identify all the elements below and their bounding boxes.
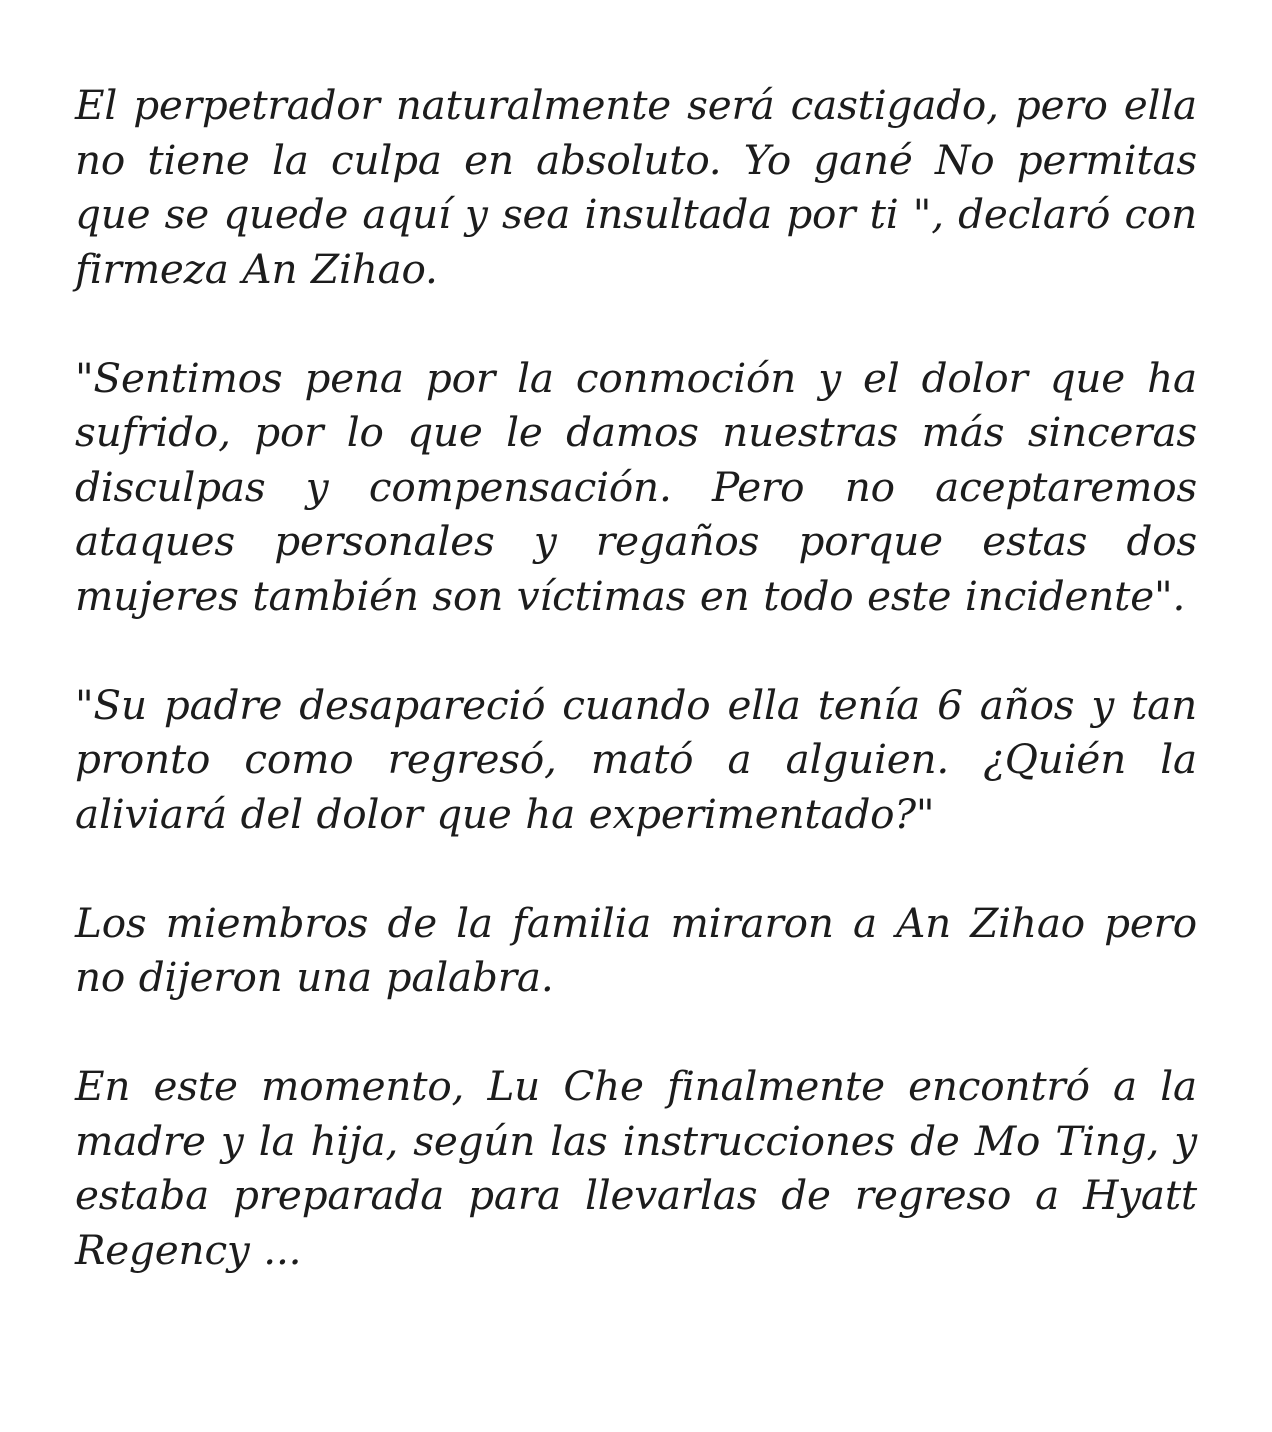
paragraph-4: Los miembros de la familia miraron a An Zihao pero no dijeron una palabra. (75, 898, 1197, 1001)
paragraph-3: "Su padre desapareció cuando ella tenía 6 años y tan pronto como regresó, mató a alguien. ¿Quién la aliviará del dolor que ha experimentado?" (75, 680, 1197, 838)
paragraph-5: En este momento, Lu Che finalmente encontró a la madre y la hija, según las instrucciones de Mo Ting, y estaba preparada para llevarlas de regreso a Hyatt Regency ... (75, 1062, 1197, 1274)
document-page (75, 78, 1197, 1277)
paragraph-2: "Sentimos pena por la conmoción y el dolor que ha sufrido, por lo que le damos nuestras más sinceras disculpas y compensación. Pero no aceptaremos ataques personales y regaños porque estas dos mujeres también son víctimas en todo este incidente". (75, 353, 1197, 620)
paragraph-1: El perpetrador naturalmente será castigado, pero ella no tiene la culpa en absoluto. Yo gané No permitas que se quede aquí y sea insultada por ti ", declaró con firmeza An Zihao. (75, 81, 1197, 293)
